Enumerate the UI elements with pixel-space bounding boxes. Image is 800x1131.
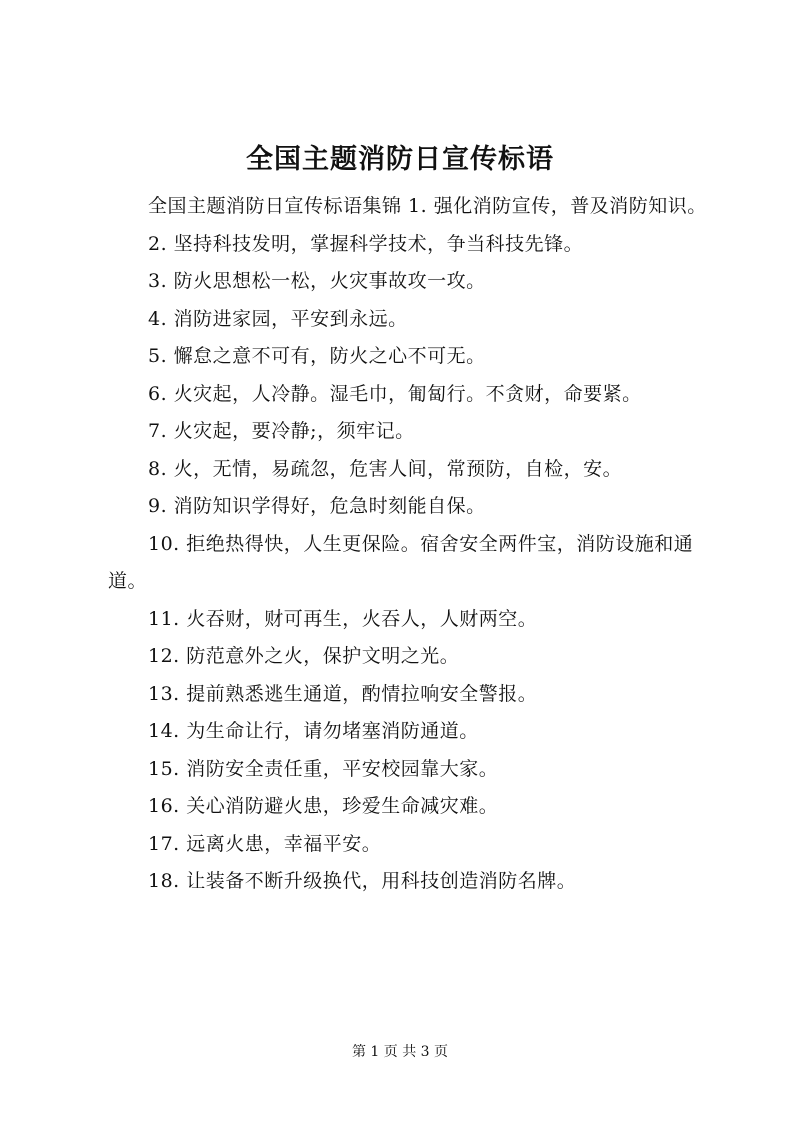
paragraph: 15. 消防安全责任重，平安校园靠大家。 <box>148 757 499 780</box>
paragraph: 8. 火，无情，易疏忽，危害人间，常预防，自检，安。 <box>148 457 623 480</box>
page-title: 全国主题消防日宣传标语 <box>246 144 554 175</box>
paragraph: 9. 消防知识学得好，危急时刻能自保。 <box>148 495 486 517</box>
paragraph: 4. 消防进家园，平安到永远。 <box>148 307 408 330</box>
paragraph: 7. 火灾起，要冷静;，须牢记。 <box>148 420 415 442</box>
paragraph: 16. 关心消防避火患，珍爱生命减灾难。 <box>148 795 499 817</box>
paragraph: 18. 让装备不断升级换代，用科技创造消防名牌。 <box>148 870 577 892</box>
paragraph: 5. 懈怠之意不可有，防火之心不可无。 <box>148 345 486 367</box>
paragraph: 17. 远离火患，幸福平安。 <box>148 832 382 855</box>
paragraph: 14. 为生命让行，请勿堵塞消防通道。 <box>148 720 479 742</box>
document-body <box>108 188 708 901</box>
paragraph: 12. 防范意外之火，保护文明之光。 <box>148 645 460 667</box>
paragraph: 10. 拒绝热得快，人生更保险。宿舍安全两件宝，消防设施和通道。 <box>108 532 694 592</box>
paragraph: 3. 防火思想松一松，火灾事故攻一攻。 <box>148 270 486 292</box>
paragraph: 2. 坚持科技发明，掌握科学技术，争当科技先锋。 <box>148 232 584 255</box>
paragraph: 13. 提前熟悉逃生通道，酌情拉响安全警报。 <box>148 682 538 705</box>
paragraph: 6. 火灾起，人冷静。湿毛巾，匍匐行。不贪财，命要紧。 <box>148 382 642 405</box>
paragraph: 11. 火吞财，财可再生，火吞人，人财两空。 <box>148 607 538 630</box>
page-footer: 第 1 页 共 3 页 <box>351 1044 449 1060</box>
paragraph: 全国主题消防日宣传标语集锦 1. 强化消防宣传，普及消防知识。 <box>148 195 707 217</box>
